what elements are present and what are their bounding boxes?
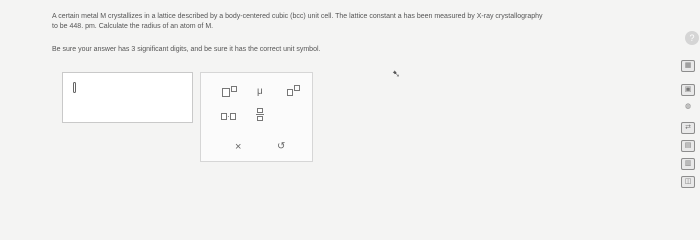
unit-exponent-box-icon — [294, 85, 300, 91]
question-line-2: to be 448. pm. Calculate the radius of an atom of M. — [52, 23, 214, 30]
periodic-table-icon[interactable]: ▣ — [681, 84, 695, 96]
data-icon[interactable]: ◍ — [684, 103, 692, 110]
help-icon[interactable]: ? — [685, 31, 699, 45]
ab-icon[interactable]: ⇄ — [681, 122, 695, 134]
text-cursor — [73, 82, 76, 93]
right-box-icon — [230, 113, 236, 120]
exponent-box-icon — [231, 86, 237, 92]
micro-prefix-button[interactable]: μ — [257, 86, 263, 97]
numerator-box-icon — [257, 108, 263, 113]
question-line-1: A certain metal M crystallizes in a lattice described by a body-centered cubic (bcc) unit cell. The lattice constant a has been measured by X-ray crystallography — [52, 13, 543, 20]
clear-button[interactable]: × — [235, 141, 242, 153]
superscript-button[interactable] — [222, 88, 236, 99]
denominator-box-icon — [257, 116, 263, 121]
chart-icon[interactable]: ▥ — [681, 158, 695, 170]
sig-fig-note: Be sure your answer has 3 significant digits, and be sure it has the correct unit symbol. — [52, 46, 321, 53]
math-toolbox — [200, 72, 313, 162]
grid-icon[interactable]: ▤ — [681, 140, 695, 152]
unit-superscript-button[interactable] — [287, 88, 299, 98]
undo-button[interactable]: ↺ — [277, 141, 286, 152]
answer-input[interactable] — [62, 72, 193, 123]
calculator-icon[interactable]: ▦ — [681, 60, 695, 72]
base-box-icon — [222, 88, 230, 97]
dot-icon: · — [227, 112, 230, 121]
multiply-dot-button[interactable] — [221, 112, 236, 121]
unit-box-icon — [287, 89, 293, 96]
book-icon[interactable]: ◫ — [681, 176, 695, 188]
mouse-pointer-icon: ➷ — [392, 69, 401, 80]
question-text — [52, 12, 672, 55]
fraction-bar-icon — [256, 114, 264, 115]
fraction-button[interactable] — [257, 108, 264, 121]
